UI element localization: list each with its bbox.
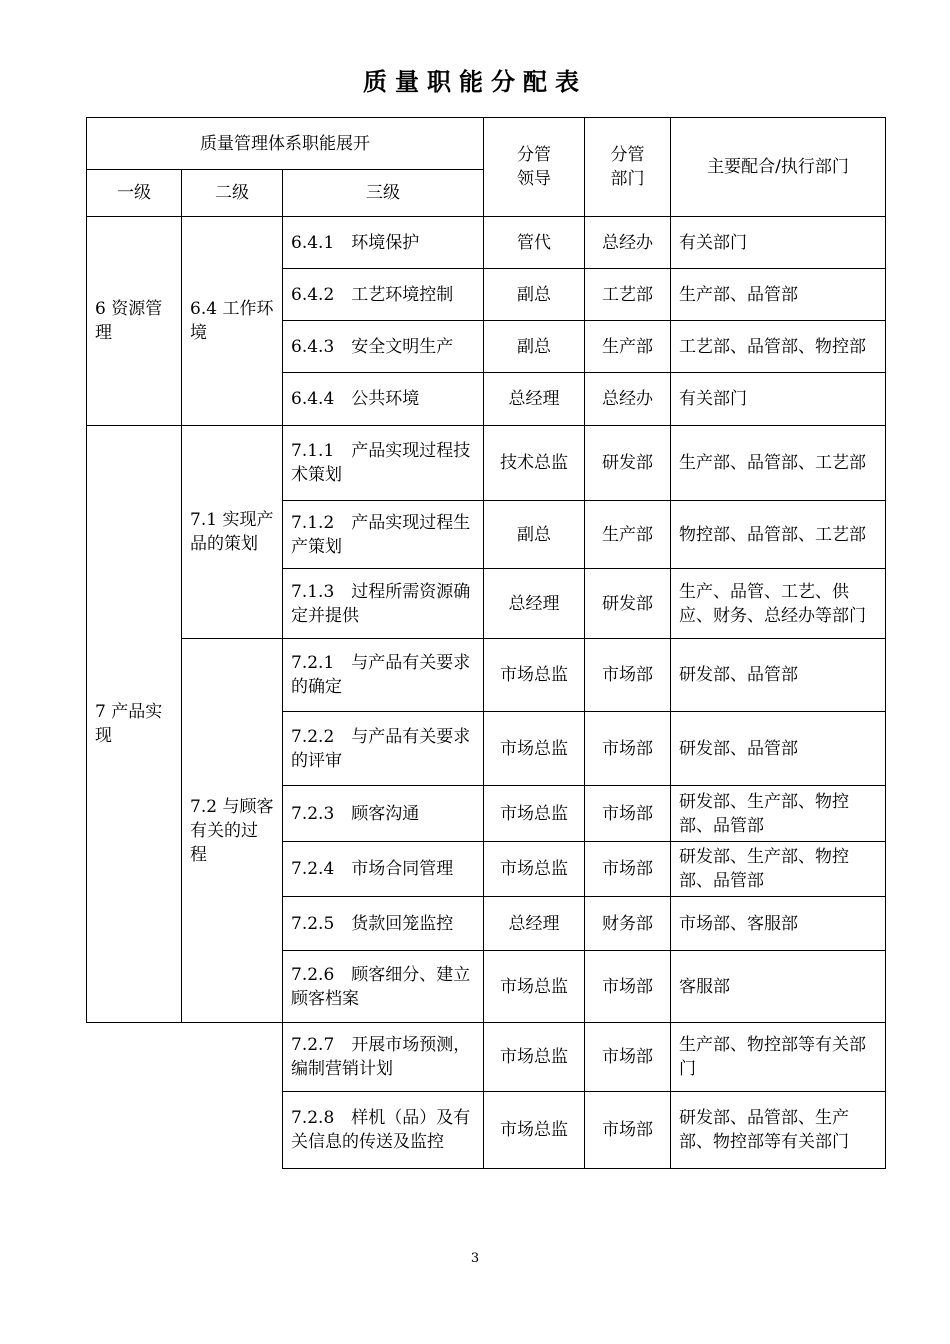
coop-cell: 研发部、生产部、物控部、品管部 (671, 786, 886, 842)
item-cell: 7.2.6 顾客细分、建立顾客档案 (283, 951, 484, 1023)
leader-cell: 市场总监 (484, 639, 585, 712)
leader-cell: 技术总监 (484, 426, 585, 501)
dept-cell: 生产部 (585, 501, 671, 569)
table-row (87, 217, 886, 269)
item-cell: 7.2.7 开展市场预测，编制营销计划 (283, 1023, 484, 1092)
dept-cell: 市场部 (585, 1092, 671, 1169)
header-level1: 一级 (87, 170, 182, 217)
dept-cell: 研发部 (585, 569, 671, 639)
item-cell: 7.2.8 样机（品）及有关信息的传送及监控 (283, 1092, 484, 1169)
coop-cell: 研发部、品管部、生产部、物控部等有关部门 (671, 1092, 886, 1169)
item-cell: 7.2.1 与产品有关要求的确定 (283, 639, 484, 712)
level1-cell-resource: 6 资源管理 (87, 217, 182, 426)
item-cell: 7.1.1 产品实现过程技术策划 (283, 426, 484, 501)
coop-cell: 生产部、物控部等有关部门 (671, 1023, 886, 1092)
leader-cell: 市场总监 (484, 786, 585, 842)
coop-cell: 市场部、客服部 (671, 897, 886, 951)
level1-cell-product-realization: 7 产品实现 (87, 426, 182, 1023)
dept-cell: 市场部 (585, 1023, 671, 1092)
dept-cell: 总经办 (585, 217, 671, 269)
header-cooperate: 主要配合/执行部门 (671, 118, 886, 217)
dept-cell: 市场部 (585, 639, 671, 712)
leader-cell: 副总 (484, 321, 585, 373)
coop-cell: 物控部、品管部、工艺部 (671, 501, 886, 569)
leader-cell: 总经理 (484, 569, 585, 639)
item-cell: 7.2.4 市场合同管理 (283, 842, 484, 897)
coop-cell: 研发部、品管部 (671, 639, 886, 712)
item-cell: 6.4.4 公共环境 (283, 373, 484, 426)
leader-cell: 副总 (484, 269, 585, 321)
dept-cell: 市场部 (585, 712, 671, 786)
level2-cell-planning: 7.1 实现产品的策划 (182, 426, 283, 639)
coop-cell: 工艺部、品管部、物控部 (671, 321, 886, 373)
dept-cell: 财务部 (585, 897, 671, 951)
header-leader: 分管领导 (484, 118, 585, 217)
blank-cell (87, 1023, 283, 1169)
item-cell: 6.4.3 安全文明生产 (283, 321, 484, 373)
table-row (87, 426, 886, 501)
item-cell: 7.2.5 货款回笼监控 (283, 897, 484, 951)
dept-cell: 市场部 (585, 951, 671, 1023)
item-cell: 6.4.2 工艺环境控制 (283, 269, 484, 321)
header-dept: 分管部门 (585, 118, 671, 217)
level2-cell-customer-process: 7.2 与顾客有关的过程 (182, 639, 283, 1023)
leader-cell: 市场总监 (484, 712, 585, 786)
dept-cell: 生产部 (585, 321, 671, 373)
leader-cell: 管代 (484, 217, 585, 269)
leader-cell: 总经理 (484, 373, 585, 426)
leader-cell: 市场总监 (484, 1023, 585, 1092)
quality-function-table (86, 117, 886, 1169)
dept-cell: 总经办 (585, 373, 671, 426)
page-title: 质量职能分配表 (363, 67, 587, 96)
coop-cell: 客服部 (671, 951, 886, 1023)
item-cell: 7.1.3 过程所需资源确定并提供 (283, 569, 484, 639)
coop-cell: 生产部、品管部、工艺部 (671, 426, 886, 501)
table-row (87, 639, 886, 712)
leader-cell: 市场总监 (484, 1092, 585, 1169)
header-level2: 二级 (182, 170, 283, 217)
coop-cell: 研发部、生产部、物控部、品管部 (671, 842, 886, 897)
table-row (87, 1023, 886, 1092)
dept-cell: 工艺部 (585, 269, 671, 321)
leader-cell: 副总 (484, 501, 585, 569)
leader-cell: 总经理 (484, 897, 585, 951)
dept-cell: 市场部 (585, 786, 671, 842)
coop-cell: 生产、品管、工艺、供应、财务、总经办等部门 (671, 569, 886, 639)
coop-cell: 有关部门 (671, 217, 886, 269)
header-system-expand: 质量管理体系职能展开 (87, 118, 484, 170)
page-number: 3 (470, 1251, 480, 1266)
item-cell: 6.4.1 环境保护 (283, 217, 484, 269)
header-level3: 三级 (283, 170, 484, 217)
item-cell: 7.1.2 产品实现过程生产策划 (283, 501, 484, 569)
coop-cell: 生产部、品管部 (671, 269, 886, 321)
coop-cell: 有关部门 (671, 373, 886, 426)
coop-cell: 研发部、品管部 (671, 712, 886, 786)
leader-cell: 市场总监 (484, 951, 585, 1023)
leader-cell: 市场总监 (484, 842, 585, 897)
level2-cell-work-environment: 6.4 工作环境 (182, 217, 283, 426)
header-row-1 (87, 118, 886, 170)
item-cell: 7.2.2 与产品有关要求的评审 (283, 712, 484, 786)
dept-cell: 研发部 (585, 426, 671, 501)
item-cell: 7.2.3 顾客沟通 (283, 786, 484, 842)
dept-cell: 市场部 (585, 842, 671, 897)
